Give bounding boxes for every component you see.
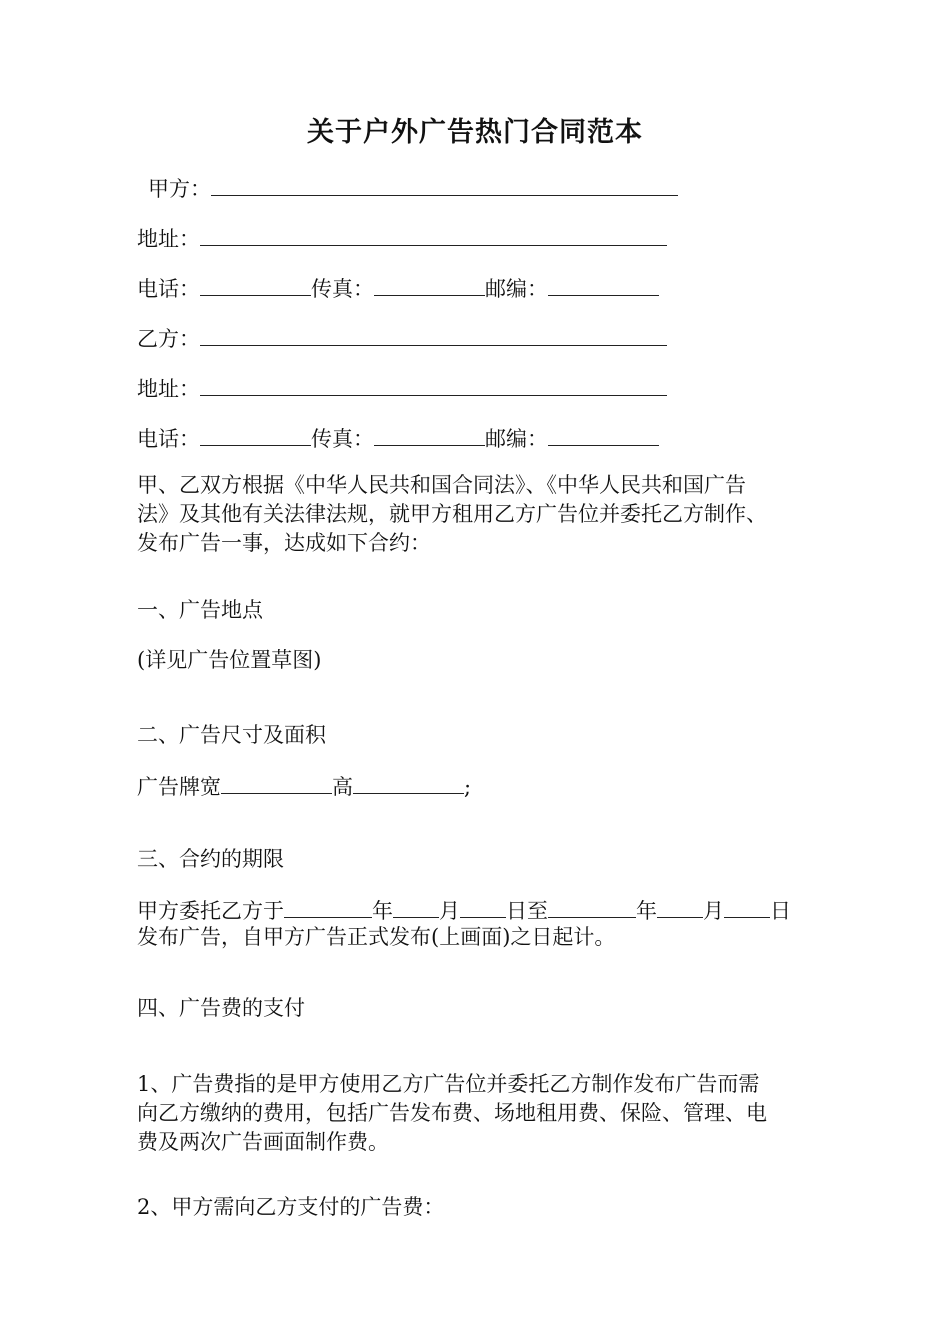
intro-line: 发布广告一事，达成如下合约：	[137, 531, 431, 555]
end-month-blank[interactable]	[657, 897, 703, 918]
payment-item-1-line: 费及两次广告画面制作费。	[137, 1130, 389, 1154]
party-a-phone-blank[interactable]	[200, 275, 311, 296]
party-b-phone-blank[interactable]	[200, 425, 311, 446]
intro-paragraph	[137, 471, 813, 558]
party-a-address-label: 地址：	[137, 227, 200, 251]
payment-item-1-line: 1、广告费指的是甲方使用乙方广告位并委托乙方制作发布广告而需	[137, 1072, 760, 1096]
party-b-fax-label: 传真：	[311, 427, 374, 451]
party-a-postcode-label: 邮编：	[485, 277, 548, 301]
party-b-label: 乙方：	[137, 327, 200, 351]
section-1-heading: 一、广告地点	[137, 598, 263, 622]
party-a-phone-label: 电话：	[137, 277, 200, 301]
payment-item-2: 2、甲方需向乙方支付的广告费：	[137, 1195, 445, 1219]
party-b-phone-label: 电话：	[137, 427, 200, 451]
party-b-row	[137, 325, 667, 351]
end-year-blank[interactable]	[548, 897, 636, 918]
ad-width-blank[interactable]	[221, 773, 332, 794]
party-a-label: 甲方：	[148, 177, 211, 201]
party-a-row	[148, 175, 678, 201]
intro-line: 法》及其他有关法律法规，就甲方租用乙方广告位并委托乙方制作、	[137, 502, 767, 526]
end-year-label: 年	[636, 899, 657, 923]
party-b-contact-row	[137, 425, 659, 451]
section-1-note: (详见广告位置草图)	[137, 648, 322, 672]
party-a-address-blank[interactable]	[200, 225, 667, 246]
section-2-heading: 二、广告尺寸及面积	[137, 723, 326, 747]
ad-height-label: 高	[332, 775, 353, 799]
start-year-blank[interactable]	[284, 897, 372, 918]
party-b-fax-blank[interactable]	[374, 425, 485, 446]
party-a-postcode-blank[interactable]	[548, 275, 659, 296]
ad-height-blank[interactable]	[353, 773, 464, 794]
end-day-blank[interactable]	[724, 897, 770, 918]
term-prefix: 甲方委托乙方于	[137, 899, 284, 923]
party-a-contact-row	[137, 275, 659, 301]
end-month-label: 月	[703, 899, 724, 923]
party-a-address-row	[137, 225, 667, 251]
party-b-address-blank[interactable]	[200, 375, 667, 396]
party-b-address-row	[137, 375, 667, 401]
party-b-blank[interactable]	[200, 325, 667, 346]
party-a-fax-blank[interactable]	[374, 275, 485, 296]
section-4-heading: 四、广告费的支付	[137, 996, 305, 1020]
intro-line: 甲、乙双方根据《中华人民共和国合同法》、《中华人民共和国广告	[137, 473, 746, 497]
section-3-heading: 三、合约的期限	[137, 847, 284, 871]
start-month-label: 月	[439, 899, 460, 923]
party-b-postcode-blank[interactable]	[548, 425, 659, 446]
ad-width-label: 广告牌宽	[137, 775, 221, 799]
party-b-address-label: 地址：	[137, 377, 200, 401]
start-day-blank[interactable]	[460, 897, 506, 918]
start-month-blank[interactable]	[393, 897, 439, 918]
payment-item-1	[137, 1070, 813, 1157]
term-dates-row	[137, 897, 791, 923]
term-line-2: 发布广告，自甲方广告正式发布(上画面)之日起计。	[137, 925, 616, 949]
page-title: 关于户外广告热门合同范本	[307, 117, 643, 148]
end-day-label: 日	[770, 899, 791, 923]
payment-item-1-line: 向乙方缴纳的费用，包括广告发布费、场地租用费、保险、管理、电	[137, 1101, 767, 1125]
party-a-blank[interactable]	[211, 175, 678, 196]
party-b-postcode-label: 邮编：	[485, 427, 548, 451]
start-day-to-label: 日至	[506, 899, 548, 923]
ad-size-end: ;	[464, 775, 472, 799]
party-a-fax-label: 传真：	[311, 277, 374, 301]
start-year-label: 年	[372, 899, 393, 923]
ad-size-row	[137, 773, 471, 799]
